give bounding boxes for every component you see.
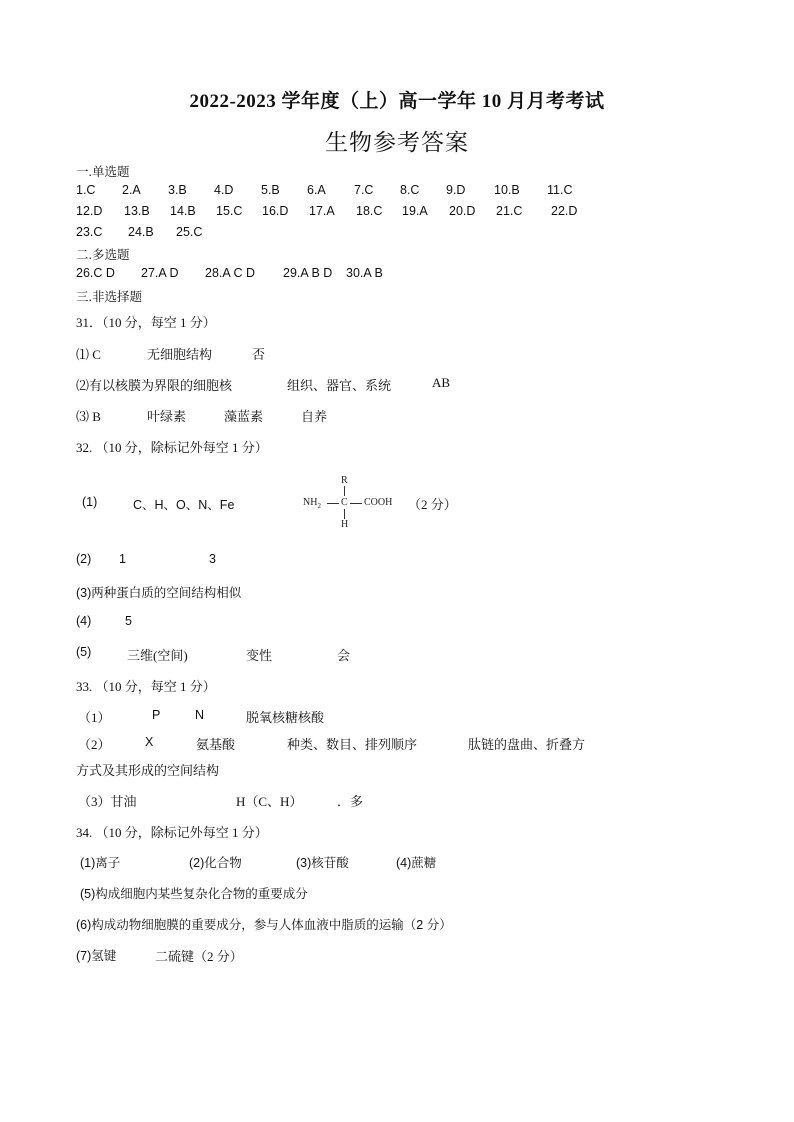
formula-bond-bottom [344, 509, 345, 519]
answer-item: 27.A D [141, 266, 179, 280]
question-34-heading: 34. （10 分，除标记外每空 1 分） [76, 825, 268, 840]
answer-item: 28.A C D [205, 266, 256, 280]
answer-item: 17.A [309, 204, 335, 218]
answer-text: (4) [76, 614, 92, 628]
answer-text: (7)氢键 [76, 949, 117, 963]
answer-text: ．多 [337, 794, 364, 809]
formula-bond-right [350, 503, 362, 504]
answer-item: 2.A [122, 183, 141, 197]
section-heading-single-choice: 一.单选题 [76, 165, 130, 179]
formula-bond-top [344, 486, 345, 496]
answer-text: 否 [252, 347, 266, 362]
answer-item: 10.B [494, 183, 520, 197]
answer-text: (1) [82, 495, 98, 509]
answer-text: 叶绿素 [147, 409, 187, 424]
answer-text: 1 [119, 552, 126, 566]
answer-item: 20.D [449, 204, 476, 218]
answer-text: ⑶ B [76, 409, 101, 424]
q32-line-3: (3)两种蛋白质的空间结构相似 [76, 586, 242, 600]
answer-text: 5 [125, 614, 132, 628]
answer-text: (4)蔗糖 [396, 856, 437, 870]
formula-amino-group: $NH_2$ [303, 497, 321, 510]
answer-item: 1.C [76, 183, 96, 197]
answer-item: 9.D [446, 183, 466, 197]
answer-text: ⑵有以核膜为界限的细胞核 [76, 378, 233, 393]
formula-alpha-carbon: C [341, 497, 348, 508]
answer-text: 氨基酸 [196, 737, 236, 752]
answer-item: 24.B [128, 225, 154, 239]
section-heading-multi-choice: 二.多选题 [76, 248, 130, 262]
answer-item: 16.D [262, 204, 289, 218]
answer-text: （3）甘油 [78, 794, 137, 809]
answer-item: 14.B [170, 204, 196, 218]
answer-text: (2)化合物 [189, 856, 242, 870]
section-heading-non-choice: 三.非选择题 [76, 290, 142, 304]
answer-text: 脱氧核糖核酸 [246, 710, 325, 725]
answer-item: 11.C [547, 183, 573, 197]
answer-item: 12.D [76, 204, 103, 218]
answer-text: 变性 [246, 648, 273, 663]
answer-item: 30.A B [346, 266, 383, 280]
answer-item: 22.D [551, 204, 578, 218]
answer-item: 26.C D [76, 266, 115, 280]
question-32-heading: 32. （10 分，除标记外每空 1 分） [76, 440, 268, 455]
answer-text: 种类、数目、排列顺序 [287, 737, 418, 752]
answer-item: 13.B [124, 204, 150, 218]
q33-line-2-continued: 方式及其形成的空间结构 [76, 763, 220, 778]
answer-text: AB [432, 375, 451, 390]
q34-line-3: (6)构成动物细胞膜的重要成分，参与人体血液中脂质的运输（2 分） [76, 918, 452, 932]
answer-text: （1） [78, 710, 111, 725]
answer-text: 肽链的盘曲、折叠方 [468, 737, 586, 752]
answer-text: H（C、H） [236, 794, 303, 809]
answer-item: 3.B [168, 183, 187, 197]
page-subtitle: 生物参考答案 [325, 130, 469, 155]
answer-text: (1)离子 [80, 856, 121, 870]
answer-item: 19.A [402, 204, 428, 218]
answer-text: （2） [78, 737, 111, 752]
answer-item: 15.C [216, 204, 243, 218]
answer-text: 组织、器官、系统 [287, 378, 392, 393]
answer-text: （2 分） [408, 497, 457, 512]
answer-text: ⑴ C [76, 347, 101, 362]
question-31-heading: 31．（10 分，每空 1 分） [76, 315, 216, 330]
formula-carboxyl-group: COOH [364, 497, 393, 508]
answer-text: 二硫键（2 分） [155, 949, 243, 964]
answer-item: 18.C [356, 204, 383, 218]
answer-text: X [145, 735, 154, 749]
answer-text: (5) [76, 645, 92, 659]
answer-text: 无细胞结构 [147, 347, 213, 362]
question-33-heading: 33. （10 分，每空 1 分） [76, 679, 216, 694]
answer-text: 会 [337, 648, 351, 663]
formula-bond-left [327, 503, 339, 504]
answer-text: 藻蓝素 [224, 409, 264, 424]
answer-text: 3 [209, 552, 216, 566]
answer-text: (3)核苷酸 [296, 856, 349, 870]
answer-item: 4.D [214, 183, 234, 197]
answer-item: 25.C [176, 225, 203, 239]
formula-r-group: R [341, 475, 348, 486]
answer-item: 23.C [76, 225, 103, 239]
answer-item: 7.C [354, 183, 374, 197]
answer-text: P [152, 708, 161, 722]
answer-item: 8.C [400, 183, 420, 197]
answer-item: 6.A [307, 183, 326, 197]
answer-text: N [195, 708, 205, 722]
formula-hydrogen: H [341, 519, 349, 530]
q34-line-2: (5)构成细胞内某些复杂化合物的重要成分 [80, 887, 308, 901]
answer-text: C、H、O、N、Fe [133, 498, 235, 512]
answer-item: 29.A B D [283, 266, 333, 280]
answer-item: 21.C [496, 204, 523, 218]
answer-item: 5.B [261, 183, 280, 197]
page-title: 2022-2023 学年度（上）高一学年 10 月月考考试 [189, 91, 605, 112]
answer-text: 自养 [301, 409, 328, 424]
answer-text: 三维(空间) [127, 648, 188, 663]
answer-text: (2) [76, 552, 92, 566]
